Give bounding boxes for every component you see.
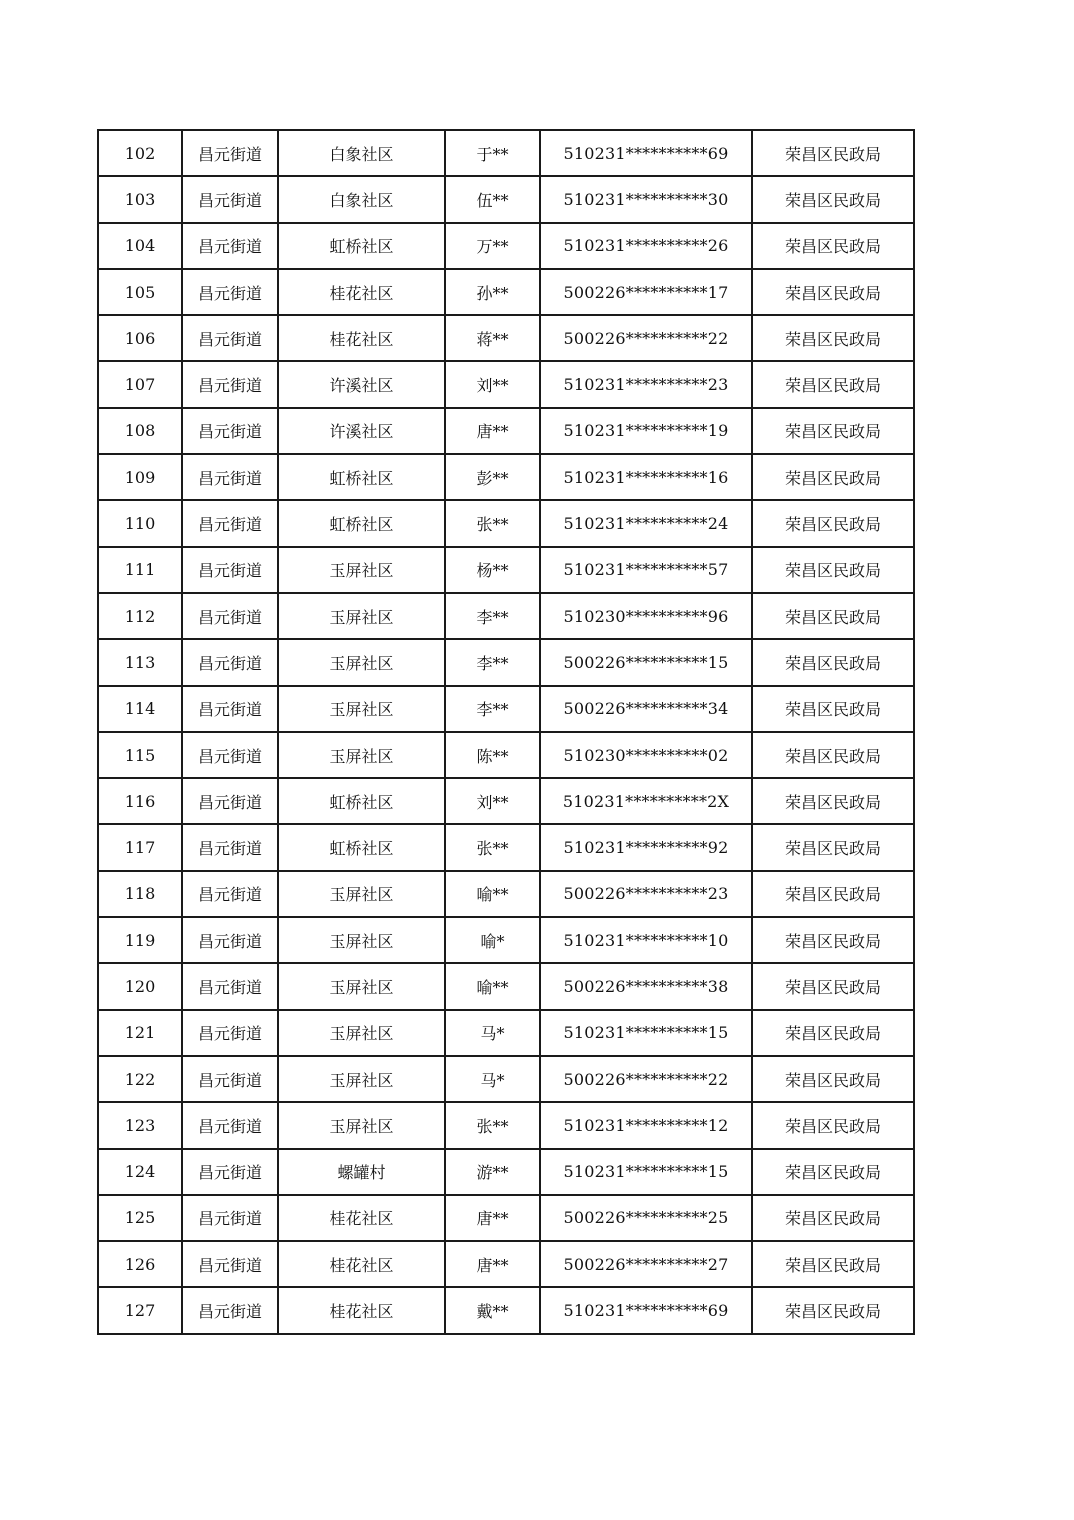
organization-cell: 荣昌区民政局 <box>752 963 914 1009</box>
organization-cell: 荣昌区民政局 <box>752 223 914 269</box>
organization-cell: 荣昌区民政局 <box>752 500 914 546</box>
organization-cell: 荣昌区民政局 <box>752 917 914 963</box>
table-row <box>98 593 914 639</box>
street-cell: 昌元街道 <box>182 1010 278 1056</box>
id-number-cell: 510231**********57 <box>540 547 752 593</box>
row-number-cell: 109 <box>98 454 182 500</box>
street-cell: 昌元街道 <box>182 1056 278 1102</box>
row-number-cell: 114 <box>98 686 182 732</box>
community-cell: 白象社区 <box>278 130 445 176</box>
community-cell: 虹桥社区 <box>278 778 445 824</box>
name-cell: 戴** <box>445 1287 540 1333</box>
row-number-cell: 108 <box>98 408 182 454</box>
organization-cell: 荣昌区民政局 <box>752 1241 914 1287</box>
id-number-cell: 510231**********10 <box>540 917 752 963</box>
community-cell: 桂花社区 <box>278 269 445 315</box>
name-cell: 万** <box>445 223 540 269</box>
street-cell: 昌元街道 <box>182 130 278 176</box>
document-page <box>97 129 915 1335</box>
name-cell: 张** <box>445 1102 540 1148</box>
id-number-cell: 500226**********22 <box>540 1056 752 1102</box>
name-cell: 于** <box>445 130 540 176</box>
id-number-cell: 510231**********15 <box>540 1149 752 1195</box>
id-number-cell: 510231**********69 <box>540 130 752 176</box>
community-cell: 桂花社区 <box>278 315 445 361</box>
community-cell: 许溪社区 <box>278 408 445 454</box>
street-cell: 昌元街道 <box>182 1102 278 1148</box>
street-cell: 昌元街道 <box>182 1241 278 1287</box>
row-number-cell: 119 <box>98 917 182 963</box>
name-cell: 马* <box>445 1056 540 1102</box>
organization-cell: 荣昌区民政局 <box>752 454 914 500</box>
id-number-cell: 510231**********16 <box>540 454 752 500</box>
organization-cell: 荣昌区民政局 <box>752 408 914 454</box>
street-cell: 昌元街道 <box>182 547 278 593</box>
street-cell: 昌元街道 <box>182 408 278 454</box>
community-cell: 白象社区 <box>278 176 445 222</box>
street-cell: 昌元街道 <box>182 917 278 963</box>
table-row <box>98 547 914 593</box>
id-number-cell: 510231**********2X <box>540 778 752 824</box>
row-number-cell: 122 <box>98 1056 182 1102</box>
community-cell: 桂花社区 <box>278 1241 445 1287</box>
table-row <box>98 732 914 778</box>
table-row <box>98 824 914 870</box>
id-number-cell: 510231**********23 <box>540 361 752 407</box>
row-number-cell: 126 <box>98 1241 182 1287</box>
street-cell: 昌元街道 <box>182 361 278 407</box>
table-row <box>98 223 914 269</box>
id-number-cell: 500226**********22 <box>540 315 752 361</box>
table-row <box>98 1195 914 1241</box>
row-number-cell: 113 <box>98 639 182 685</box>
community-cell: 玉屏社区 <box>278 1056 445 1102</box>
row-number-cell: 116 <box>98 778 182 824</box>
id-number-cell: 500226**********27 <box>540 1241 752 1287</box>
community-cell: 玉屏社区 <box>278 686 445 732</box>
organization-cell: 荣昌区民政局 <box>752 639 914 685</box>
table-row <box>98 1056 914 1102</box>
row-number-cell: 127 <box>98 1287 182 1333</box>
name-cell: 唐** <box>445 1241 540 1287</box>
row-number-cell: 115 <box>98 732 182 778</box>
roster-table-body <box>98 130 914 1334</box>
table-row <box>98 315 914 361</box>
roster-table <box>97 129 915 1335</box>
table-row <box>98 686 914 732</box>
organization-cell: 荣昌区民政局 <box>752 1056 914 1102</box>
organization-cell: 荣昌区民政局 <box>752 1149 914 1195</box>
street-cell: 昌元街道 <box>182 315 278 361</box>
organization-cell: 荣昌区民政局 <box>752 686 914 732</box>
table-row <box>98 1149 914 1195</box>
name-cell: 张** <box>445 824 540 870</box>
name-cell: 张** <box>445 500 540 546</box>
row-number-cell: 118 <box>98 871 182 917</box>
name-cell: 游** <box>445 1149 540 1195</box>
community-cell: 虹桥社区 <box>278 500 445 546</box>
community-cell: 玉屏社区 <box>278 732 445 778</box>
community-cell: 玉屏社区 <box>278 1102 445 1148</box>
street-cell: 昌元街道 <box>182 1195 278 1241</box>
row-number-cell: 120 <box>98 963 182 1009</box>
id-number-cell: 500226**********34 <box>540 686 752 732</box>
community-cell: 玉屏社区 <box>278 871 445 917</box>
organization-cell: 荣昌区民政局 <box>752 130 914 176</box>
community-cell: 玉屏社区 <box>278 547 445 593</box>
id-number-cell: 510231**********24 <box>540 500 752 546</box>
row-number-cell: 110 <box>98 500 182 546</box>
table-row <box>98 408 914 454</box>
community-cell: 桂花社区 <box>278 1195 445 1241</box>
id-number-cell: 500226**********23 <box>540 871 752 917</box>
community-cell: 玉屏社区 <box>278 1010 445 1056</box>
organization-cell: 荣昌区民政局 <box>752 176 914 222</box>
table-row <box>98 963 914 1009</box>
organization-cell: 荣昌区民政局 <box>752 871 914 917</box>
table-row <box>98 917 914 963</box>
row-number-cell: 103 <box>98 176 182 222</box>
name-cell: 李** <box>445 593 540 639</box>
community-cell: 桂花社区 <box>278 1287 445 1333</box>
street-cell: 昌元街道 <box>182 732 278 778</box>
id-number-cell: 510231**********92 <box>540 824 752 870</box>
id-number-cell: 500226**********25 <box>540 1195 752 1241</box>
table-row <box>98 1010 914 1056</box>
id-number-cell: 500226**********15 <box>540 639 752 685</box>
organization-cell: 荣昌区民政局 <box>752 1102 914 1148</box>
community-cell: 玉屏社区 <box>278 963 445 1009</box>
community-cell: 虹桥社区 <box>278 824 445 870</box>
id-number-cell: 510231**********19 <box>540 408 752 454</box>
row-number-cell: 111 <box>98 547 182 593</box>
organization-cell: 荣昌区民政局 <box>752 1287 914 1333</box>
id-number-cell: 510230**********02 <box>540 732 752 778</box>
organization-cell: 荣昌区民政局 <box>752 315 914 361</box>
organization-cell: 荣昌区民政局 <box>752 547 914 593</box>
organization-cell: 荣昌区民政局 <box>752 361 914 407</box>
table-row <box>98 269 914 315</box>
table-row <box>98 130 914 176</box>
row-number-cell: 106 <box>98 315 182 361</box>
table-row <box>98 1241 914 1287</box>
row-number-cell: 121 <box>98 1010 182 1056</box>
name-cell: 喻** <box>445 963 540 1009</box>
street-cell: 昌元街道 <box>182 871 278 917</box>
street-cell: 昌元街道 <box>182 686 278 732</box>
name-cell: 刘** <box>445 361 540 407</box>
row-number-cell: 104 <box>98 223 182 269</box>
table-row <box>98 454 914 500</box>
name-cell: 李** <box>445 639 540 685</box>
row-number-cell: 124 <box>98 1149 182 1195</box>
id-number-cell: 510231**********69 <box>540 1287 752 1333</box>
street-cell: 昌元街道 <box>182 593 278 639</box>
row-number-cell: 107 <box>98 361 182 407</box>
name-cell: 唐** <box>445 408 540 454</box>
id-number-cell: 510231**********15 <box>540 1010 752 1056</box>
organization-cell: 荣昌区民政局 <box>752 824 914 870</box>
community-cell: 虹桥社区 <box>278 454 445 500</box>
table-row <box>98 1102 914 1148</box>
name-cell: 喻* <box>445 917 540 963</box>
street-cell: 昌元街道 <box>182 824 278 870</box>
community-cell: 玉屏社区 <box>278 593 445 639</box>
street-cell: 昌元街道 <box>182 1149 278 1195</box>
community-cell: 螺罐村 <box>278 1149 445 1195</box>
community-cell: 许溪社区 <box>278 361 445 407</box>
row-number-cell: 125 <box>98 1195 182 1241</box>
organization-cell: 荣昌区民政局 <box>752 732 914 778</box>
id-number-cell: 500226**********38 <box>540 963 752 1009</box>
id-number-cell: 500226**********17 <box>540 269 752 315</box>
street-cell: 昌元街道 <box>182 269 278 315</box>
table-row <box>98 778 914 824</box>
street-cell: 昌元街道 <box>182 500 278 546</box>
name-cell: 刘** <box>445 778 540 824</box>
name-cell: 蒋** <box>445 315 540 361</box>
row-number-cell: 123 <box>98 1102 182 1148</box>
id-number-cell: 510231**********12 <box>540 1102 752 1148</box>
name-cell: 喻** <box>445 871 540 917</box>
organization-cell: 荣昌区民政局 <box>752 778 914 824</box>
row-number-cell: 105 <box>98 269 182 315</box>
table-row <box>98 639 914 685</box>
street-cell: 昌元街道 <box>182 176 278 222</box>
table-row <box>98 500 914 546</box>
name-cell: 陈** <box>445 732 540 778</box>
street-cell: 昌元街道 <box>182 778 278 824</box>
community-cell: 虹桥社区 <box>278 223 445 269</box>
name-cell: 唐** <box>445 1195 540 1241</box>
organization-cell: 荣昌区民政局 <box>752 1195 914 1241</box>
street-cell: 昌元街道 <box>182 1287 278 1333</box>
street-cell: 昌元街道 <box>182 963 278 1009</box>
name-cell: 马* <box>445 1010 540 1056</box>
id-number-cell: 510231**********30 <box>540 176 752 222</box>
id-number-cell: 510231**********26 <box>540 223 752 269</box>
name-cell: 彭** <box>445 454 540 500</box>
id-number-cell: 510230**********96 <box>540 593 752 639</box>
organization-cell: 荣昌区民政局 <box>752 593 914 639</box>
name-cell: 杨** <box>445 547 540 593</box>
name-cell: 孙** <box>445 269 540 315</box>
table-row <box>98 871 914 917</box>
street-cell: 昌元街道 <box>182 454 278 500</box>
row-number-cell: 102 <box>98 130 182 176</box>
street-cell: 昌元街道 <box>182 639 278 685</box>
table-row <box>98 361 914 407</box>
street-cell: 昌元街道 <box>182 223 278 269</box>
organization-cell: 荣昌区民政局 <box>752 1010 914 1056</box>
community-cell: 玉屏社区 <box>278 639 445 685</box>
table-row <box>98 176 914 222</box>
name-cell: 伍** <box>445 176 540 222</box>
community-cell: 玉屏社区 <box>278 917 445 963</box>
row-number-cell: 117 <box>98 824 182 870</box>
table-row <box>98 1287 914 1333</box>
name-cell: 李** <box>445 686 540 732</box>
row-number-cell: 112 <box>98 593 182 639</box>
organization-cell: 荣昌区民政局 <box>752 269 914 315</box>
